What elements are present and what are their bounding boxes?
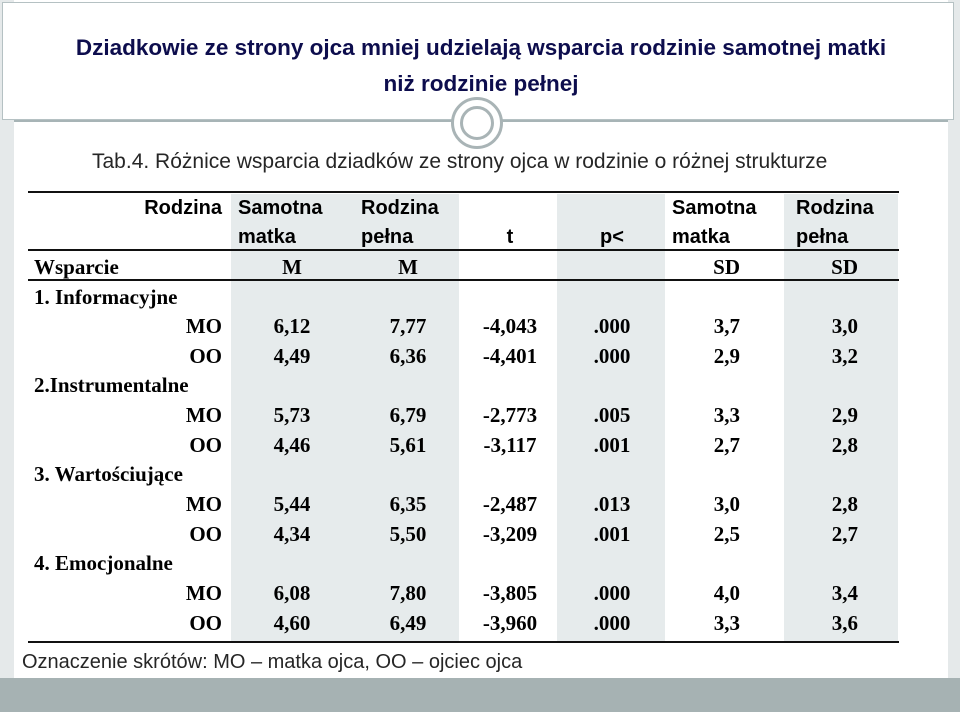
cell-m2: 6,49 <box>389 611 427 635</box>
cell-m1: 4,46 <box>273 433 311 457</box>
bottom-decor-bar <box>0 678 960 712</box>
slide-title <box>14 30 948 102</box>
cell-m1: 4,60 <box>273 611 311 635</box>
cell-m2: 6,36 <box>389 344 427 368</box>
cell-p: .005 <box>593 403 631 427</box>
cell-sd1: 2,7 <box>713 433 740 457</box>
cell-sd2: 3,6 <box>831 611 858 635</box>
subheader-wsparcie: Wsparcie <box>34 255 119 279</box>
row-label: MO <box>185 314 222 338</box>
header-pelna-2: pełna <box>361 226 414 248</box>
circle-ornament-inner <box>460 106 494 140</box>
cell-t: -3,960 <box>482 611 538 635</box>
header-rodzina: Rodzina <box>144 197 222 219</box>
cell-t: -2,487 <box>482 492 538 516</box>
header-t: t <box>506 226 514 248</box>
cell-sd1: 2,5 <box>713 522 740 546</box>
row-label: MO <box>185 581 222 605</box>
subheader-m1: M <box>282 255 302 279</box>
cell-sd2: 3,0 <box>831 314 858 338</box>
cell-p: .000 <box>593 581 631 605</box>
subheader-sd1: SD <box>713 255 740 279</box>
table-caption: Tab.4. Różnice wsparcia dziadków ze strony ojca w rodzinie o różnej strukturze <box>92 150 828 173</box>
header-pelna-6: pełna <box>796 226 849 248</box>
cell-m2: 5,50 <box>389 522 427 546</box>
slide-title-line2: niż rodzinie pełnej <box>383 71 579 96</box>
cell-m1: 6,08 <box>273 581 311 605</box>
header-samotna-1: Samotna <box>238 197 323 219</box>
cell-sd1: 3,7 <box>713 314 740 338</box>
cell-m2: 7,77 <box>389 314 427 338</box>
table-rule-bottom <box>28 641 899 643</box>
cell-m2: 6,79 <box>389 403 427 427</box>
row-label: MO <box>185 492 222 516</box>
cell-sd1: 3,0 <box>713 492 740 516</box>
header-rodzina-6: Rodzina <box>796 197 874 219</box>
header-samotna-5: Samotna <box>672 197 757 219</box>
cell-t: -3,209 <box>482 522 538 546</box>
subheader-m2: M <box>398 255 418 279</box>
header-p: p< <box>600 226 624 248</box>
cell-sd2: 2,7 <box>831 522 858 546</box>
cell-m2: 5,61 <box>389 433 427 457</box>
group-name: 2.Instrumentalne <box>34 373 189 397</box>
header-matka-5: matka <box>672 226 730 248</box>
cell-sd2: 2,9 <box>831 403 858 427</box>
header-matka-1: matka <box>238 226 296 248</box>
cell-sd2: 3,4 <box>831 581 858 605</box>
cell-sd2: 3,2 <box>831 344 858 368</box>
cell-sd2: 2,8 <box>831 433 858 457</box>
group-name: 4. Emocjonalne <box>34 551 173 575</box>
header-rodzina-2: Rodzina <box>361 197 439 219</box>
cell-m1: 4,49 <box>273 344 311 368</box>
group-name: 3. Wartościujące <box>34 462 183 486</box>
footnote-abbreviations: Oznaczenie skrótów: MO – matka ojca, OO – ojciec ojca <box>22 651 523 673</box>
row-label: MO <box>185 403 222 427</box>
cell-m1: 5,73 <box>273 403 311 427</box>
cell-p: .001 <box>593 522 631 546</box>
cell-sd2: 2,8 <box>831 492 858 516</box>
cell-sd1: 3,3 <box>713 403 740 427</box>
cell-p: .000 <box>593 344 631 368</box>
cell-m1: 4,34 <box>273 522 311 546</box>
cell-t: -4,401 <box>482 344 538 368</box>
circle-ornament-icon <box>451 97 503 149</box>
cell-sd1: 2,9 <box>713 344 740 368</box>
cell-sd1: 4,0 <box>713 581 740 605</box>
cell-m2: 6,35 <box>389 492 427 516</box>
cell-p: .013 <box>593 492 631 516</box>
cell-t: -3,117 <box>483 433 537 457</box>
subheader-sd2: SD <box>831 255 858 279</box>
row-label: OO <box>189 611 222 635</box>
cell-sd1: 3,3 <box>713 611 740 635</box>
slide-title-line1: Dziadkowie ze strony ojca mniej udzielają wsparcia rodzinie samotnej matki <box>75 35 887 60</box>
row-label: OO <box>189 522 222 546</box>
row-label: OO <box>189 433 222 457</box>
cell-p: .000 <box>593 611 631 635</box>
cell-m2: 7,80 <box>389 581 427 605</box>
group-name: 1. Informacyjne <box>34 285 178 309</box>
table-rule-top <box>28 191 899 193</box>
cell-t: -2,773 <box>482 403 538 427</box>
row-label: OO <box>189 344 222 368</box>
cell-p: .001 <box>593 433 631 457</box>
cell-t: -3,805 <box>482 581 538 605</box>
cell-m1: 5,44 <box>273 492 311 516</box>
cell-t: -4,043 <box>482 314 538 338</box>
cell-m1: 6,12 <box>273 314 311 338</box>
cell-p: .000 <box>593 314 631 338</box>
